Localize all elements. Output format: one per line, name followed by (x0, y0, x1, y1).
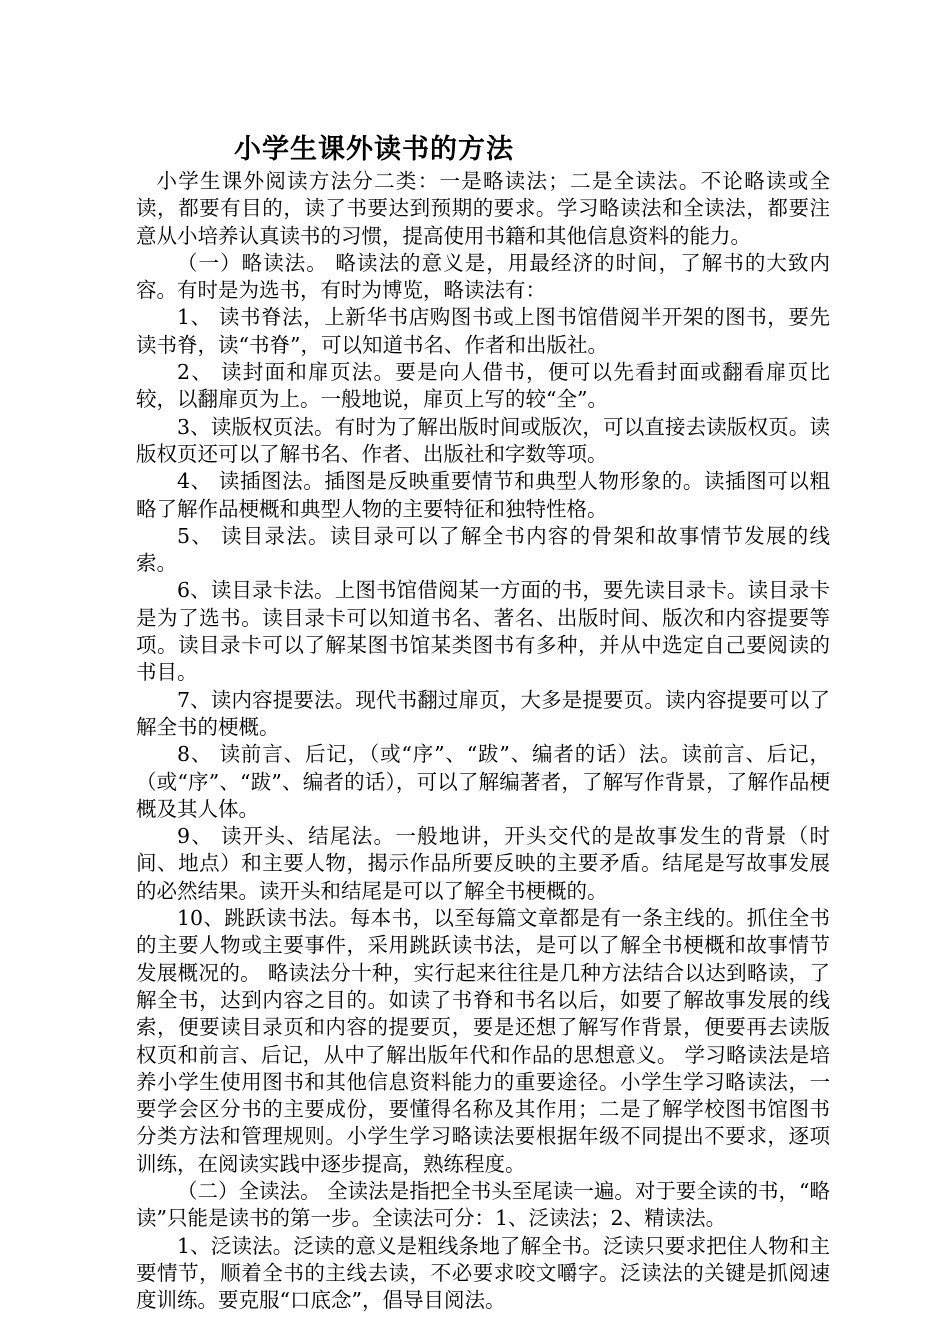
paragraph-method-7: 7、读内容提要法。现代书翻过扉页，大多是提要页。读内容提要可以了解全书的梗概。 (136, 687, 830, 739)
document-title: 小学生课外读书的方法 (234, 134, 514, 165)
paragraph-section-full-reading: （二）全读法。 全读法是指把全书头至尾读一遍。对于要全读的书，“略读”只能是读书的第一步。全读法可分：1、泛读法；2、精读法。 (136, 1178, 830, 1231)
paragraph-intro: 小学生课外阅读方法分二类：一是略读法；二是全读法。不论略读或全读，都要有目的，读了书要达到预期的要求。学习略读法和全读法，都要注意从小培养认真读书的习惯，提高使用书籍和其他信息资料的能力。 (136, 169, 830, 248)
paragraph-method-10: 10、跳跃读书法。每本书，以至每篇文章都是有一条主线的。抓住全书的主要人物或主要事件，采用跳跃读书法，是可以了解全书梗概和故事情节发展概况的。 略读法分十种，实行起来往往是几种方法结合以达到略读，了解全书，达到内容之目的。如读了书脊和书名以后，如要了解故事发展的线索，便要读目录页和内容的提要页，要是还想了解写作背景，便要再去读版权页和前言、后记，从中了解出版年代和作品的思想意义。 学习略读法是培养小学生使用图书和其他信息资料能力的重要途径。小学生学习略读法，一要学会区分书的主要成份，要懂得名称及其作用；二是了解学校图书馆图书分类方法和管理规则。小学生学习略读法要根据年级不同提出不要求，逐项训练，在阅读实践中逐步提高，熟练程度。 (136, 906, 830, 1176)
paragraph-method-6: 6、读目录卡法。上图书馆借阅某一方面的书，要先读目录卡。读目录卡是为了选书。读目录卡可以知道书名、著名、出版时间、版次和内容提要等项。读目录卡可以了解某图书馆某类图书有多种，并从中选定自己要阅读的书目。 (136, 578, 830, 685)
paragraph-method-1: 1、 读书脊法，上新华书店购图书或上图书馆借阅半开架的图书，要先读书脊，读“书脊”，可以知道书名、作者和出版社。 (136, 305, 830, 357)
paragraph-method-8: 8、 读前言、后记，（或“序”、“跋”、编者的话）法。读前言、后记，（或“序”、“跋”、编者的话），可以了解编著者，了解写作背景，了解作品梗概及其人体。 (136, 742, 830, 821)
paragraph-method-5: 5、 读目录法。读目录可以了解全书内容的骨架和故事情节发展的线索。 (136, 523, 830, 576)
paragraph-method-3: 3、读版权页法。有时为了解出版时间或版次，可以直接去读版权页。读版权页还可以了解书名、作者、出版社和字数等项。 (136, 414, 830, 466)
paragraph-section-skim-reading: （一）略读法。 略读法的意义是，用最经济的时间，了解书的大致内容。有时是为选书，有时为博览，略读法有： (136, 250, 830, 303)
paragraph-method-2: 2、 读封面和扉页法。要是向人借书，便可以先看封面或翻看扉页比较，以翻扉页为上。一般地说，扉页上写的较“全”。 (136, 360, 830, 412)
paragraph-extensive-reading: 1、泛读法。泛读的意义是粗线条地了解全书。泛读只要求把住人物和主要情节，顺着全书的主线去读，不必要求咬文嚼字。泛读法的关键是抓阅速度训练。要克服“口底念”，倡导目阅法。 (136, 1233, 830, 1313)
paragraph-method-9: 9、 读开头、结尾法。一般地讲，开头交代的是故事发生的背景（时间、地点）和主要人物，揭示作品所要反映的主要矛盾。结尾是写故事发展的必然结果。读开头和结尾是可以了解全书梗概的。 (136, 824, 830, 903)
document-body (136, 168, 830, 1314)
paragraph-method-4: 4、 读插图法。插图是反映重要情节和典型人物形象的。读插图可以粗略了解作品梗概和典型人物的主要特征和独特性格。 (136, 469, 830, 521)
